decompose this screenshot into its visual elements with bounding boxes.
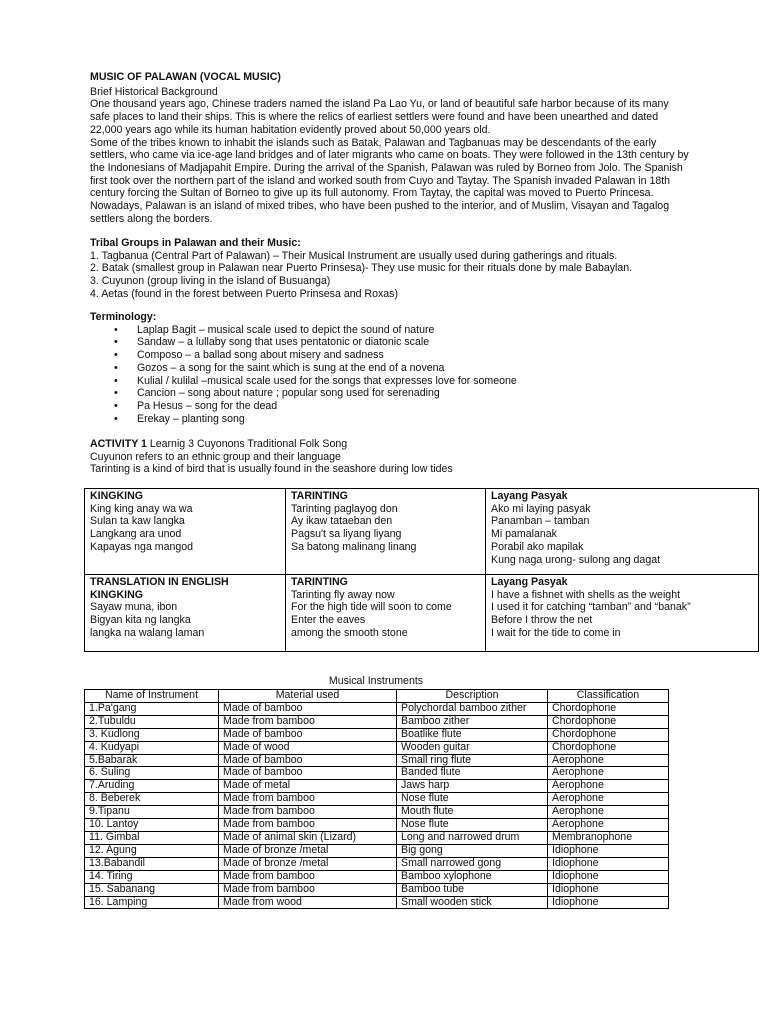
table-cell: 9.Tipanu (85, 806, 219, 819)
terminology-heading: Terminology: (90, 311, 157, 323)
terminology-list (90, 324, 690, 426)
table-cell: Nose flute (397, 793, 548, 806)
activity-line: Tarinting is a kind of bird that is usually found in the seashore during low tides (90, 463, 453, 476)
table-cell: Made of bronze /metal (219, 857, 397, 870)
table-cell: 11. Gimbal (85, 831, 219, 844)
song-line: Enter the eaves (291, 614, 366, 627)
song-line: Ay ikaw tataeban den (291, 515, 393, 528)
table-cell: 2.Tubuldu (85, 715, 219, 728)
table-cell: 6. Suling (85, 767, 219, 780)
table-cell: Idiophone (548, 844, 669, 857)
table-cell: 13.Babandil (85, 857, 219, 870)
term-text: Cancion – song about nature ; popular song used for serenading (137, 387, 440, 400)
bullet-icon: • (114, 399, 118, 412)
table-cell: 14. Tiring (85, 870, 219, 883)
table-row (85, 793, 669, 806)
instruments-caption: Musical Instruments (328, 675, 424, 687)
folk-songs-table (84, 488, 759, 652)
song-line: Langkang ara unod (90, 528, 182, 541)
term-text: Laplap Bagit – musical scale used to depict the sound of nature (137, 323, 435, 336)
table-cell: Wooden guitar (397, 741, 548, 754)
table-cell: Bamboo xylophone (397, 870, 548, 883)
song-line: Bigyan kita ng langka (90, 614, 191, 627)
song-line: langka na walang laman (90, 626, 205, 639)
activity-label: ACTIVITY 1 (90, 438, 147, 450)
song-line: Pagsu't sa liyang liyang (291, 528, 402, 541)
table-cell: 16. Lamping (85, 896, 219, 909)
table-cell: 5.Babarak (85, 754, 219, 767)
song-cell-kingking (85, 489, 286, 575)
table-cell: 10. Lantoy (85, 819, 219, 832)
table-cell: Idiophone (548, 870, 669, 883)
table-cell: Made of bamboo (219, 767, 397, 780)
song-heading: Layang Pasyak (491, 576, 568, 588)
term-text: Gozos – a song for the saint which is sung at the end of a novena (137, 361, 445, 374)
song-line: For the high tide will soon to come (291, 601, 452, 614)
table-cell: Bamboo zither (397, 715, 548, 728)
song-line: Ako mi laying pasyak (491, 502, 591, 515)
table-cell: Made from bamboo (219, 883, 397, 896)
table-cell: Made from bamboo (219, 715, 397, 728)
table-cell: Polychordal bamboo zither (397, 702, 548, 715)
table-cell: 1.Pa'gang (85, 702, 219, 715)
term-text: Erekay – planting song (137, 412, 245, 425)
table-cell: Chordophone (548, 715, 669, 728)
table-row (85, 754, 669, 767)
table-cell: Small wooden stick (397, 896, 548, 909)
song-line: I have a fishnet with shells as the weight (491, 588, 681, 601)
table-cell: Boatlike flute (397, 728, 548, 741)
term-item (90, 336, 690, 349)
term-text: Pa Hesus – song for the dead (137, 399, 278, 412)
tribal-group-item: 2. Batak (smallest group in Palawan near Puerto Prinsesa)- They use music for their rituals done by male Babaylan. (90, 262, 633, 275)
table-header-row (85, 690, 669, 703)
table-cell: 8. Beberek (85, 793, 219, 806)
translation-cell-tarinting (286, 575, 486, 652)
table-cell: Made of animal skin (Lizard) (219, 831, 397, 844)
activity-title-line (90, 438, 690, 451)
table-cell: Small ring flute (397, 754, 548, 767)
song-line: Kapayas nga mangod (90, 540, 194, 553)
background-paragraph: Some of the tribes known to inhabit the islands such as Batak, Palawan and Tagbanuas may be descendants of the early settlers, who came via ice-age land bridges and of later migrants who came on boats. They were followed in the 13th century by the Indonesians of Madjapahit Empire. During the arrival of the Spanish, Palawan was ruled by Borneo from Jolo. The Spanish first took over the northern part of the island and worked south from Cuyo and Taytay. The Spanish invaded Palawan in 18th century forcing the Sultan of Borneo to give up its full autonomy. From Taytay, the capital was moved to Puerto Princesa. Nowadays, Palawan is an island of mixed tribes, who have been pushed to the interior, and of Muslim, Visayan and Tagalog settlers along the borders. (90, 136, 689, 225)
table-row (85, 806, 669, 819)
table-cell: Made of bamboo (219, 728, 397, 741)
table-cell: Made of wood (219, 741, 397, 754)
table-cell: Made of metal (219, 780, 397, 793)
table-cell: Nose flute (397, 819, 548, 832)
song-line: Porabil ako mapilak (491, 540, 584, 553)
bullet-icon: • (114, 387, 118, 400)
song-line: among the smooth stone (291, 626, 408, 639)
song-cell-tarinting (286, 489, 486, 575)
song-heading: KINGKING (90, 490, 143, 502)
table-cell: Mouth flute (397, 806, 548, 819)
terminology-section (90, 311, 690, 425)
table-cell: Idiophone (548, 883, 669, 896)
table-cell: 7.Aruding (85, 780, 219, 793)
tribal-group-item: 1. Tagbanua (Central Part of Palawan) – Their Musical Instrument are usually used during gatherings and rituals. (90, 249, 618, 262)
table-cell: 4. Kudyapi (85, 741, 219, 754)
table-row (85, 819, 669, 832)
song-heading: TARINTING (291, 490, 348, 502)
bullet-icon: • (114, 336, 118, 349)
column-header: Classification (548, 690, 669, 703)
term-item (90, 413, 690, 426)
table-row (85, 844, 669, 857)
term-item (90, 387, 690, 400)
table-cell: Made of bamboo (219, 754, 397, 767)
activity-title: Learnig 3 Cuyonons Traditional Folk Song (146, 438, 348, 450)
instruments-table (84, 689, 669, 909)
term-item (90, 362, 690, 375)
song-line: I used it for catching “tamban” and “banak” (491, 601, 691, 614)
table-row (85, 883, 669, 896)
tribal-group-item: 3. Cuyunon (group living in the island of Busuanga) (90, 275, 331, 288)
table-cell: Chordophone (548, 702, 669, 715)
song-line: Kung naga urong- sulong ang dagat (491, 553, 661, 566)
table-row (85, 489, 759, 575)
song-heading: TARINTING (291, 576, 348, 588)
table-row (85, 715, 669, 728)
table-cell: Aerophone (548, 767, 669, 780)
table-row (85, 702, 669, 715)
table-cell: Long and narrowed drum (397, 831, 548, 844)
table-cell: Jaws harp (397, 780, 548, 793)
table-cell: Aerophone (548, 793, 669, 806)
table-row (85, 896, 669, 909)
song-line: Panamban – tamban (491, 515, 590, 528)
song-line: Before I throw the net (491, 614, 593, 627)
table-cell: 12. Agung (85, 844, 219, 857)
table-row (85, 741, 669, 754)
term-item (90, 400, 690, 413)
column-header: Description (397, 690, 548, 703)
tribal-groups-section (90, 237, 690, 301)
table-row (85, 767, 669, 780)
table-cell: Made of bamboo (219, 702, 397, 715)
tribal-heading: Tribal Groups in Palawan and their Music: (90, 237, 301, 249)
table-row (85, 780, 669, 793)
table-cell: Bamboo tube (397, 883, 548, 896)
table-cell: Banded flute (397, 767, 548, 780)
column-header: Name of Instrument (85, 690, 219, 703)
bullet-icon: • (114, 361, 118, 374)
bullet-icon: • (114, 349, 118, 362)
instruments-table-body (85, 702, 669, 909)
bullet-icon: • (114, 412, 118, 425)
table-cell: Made from bamboo (219, 806, 397, 819)
song-line: Sayaw muna, ibon (90, 601, 178, 614)
table-cell: Chordophone (548, 741, 669, 754)
activity-section (90, 438, 690, 476)
table-cell: Aerophone (548, 754, 669, 767)
table-cell: Made from bamboo (219, 819, 397, 832)
song-line: King king anay wa wa (90, 502, 193, 515)
table-cell: Idiophone (548, 857, 669, 870)
term-item (90, 349, 690, 362)
table-cell: Aerophone (548, 819, 669, 832)
translation-heading: TRANSLATION IN ENGLISH (90, 576, 229, 588)
song-line: Sulan ta kaw langka (90, 515, 185, 528)
table-row (85, 728, 669, 741)
term-item (90, 375, 690, 388)
song-line: Tarinting fly away now (291, 588, 395, 601)
column-header: Material used (219, 690, 397, 703)
table-row (85, 831, 669, 844)
song-line: I wait for the tide to come in (491, 626, 621, 639)
song-line: Tarinting paglayog don (291, 502, 398, 515)
background-section (90, 71, 690, 225)
table-cell: 3. Kudlong (85, 728, 219, 741)
table-cell: Made of bronze /metal (219, 844, 397, 857)
table-row (85, 857, 669, 870)
table-cell: Membranophone (548, 831, 669, 844)
song-line: Mi pamalanak (491, 528, 557, 541)
table-cell: Big gong (397, 844, 548, 857)
table-cell: Made from wood (219, 896, 397, 909)
table-cell: 15. Sabanang (85, 883, 219, 896)
table-row (85, 870, 669, 883)
table-cell: Made from bamboo (219, 870, 397, 883)
table-cell: Idiophone (548, 896, 669, 909)
song-heading: KINGKING (90, 588, 143, 601)
term-text: Composo – a ballad song about misery and sadness (137, 349, 384, 362)
bullet-icon: • (114, 323, 118, 336)
background-paragraph: One thousand years ago, Chinese traders named the island Pa Lao Yu, or land of beautiful safe harbor because of its many safe places to land their ships. This is where the relics of earliest settlers were found and have been unearthed and dated 22,000 years ago while its human habitation evidently proved about 50,000 years old. (90, 98, 669, 136)
translation-cell-layang-pasyak (486, 575, 759, 652)
tribal-group-item: 4. Aetas (found in the forest between Puerto Prinsesa and Roxas) (90, 287, 398, 300)
background-heading: Brief Historical Background (90, 85, 218, 98)
translation-cell-kingking (85, 575, 286, 652)
table-row (85, 575, 759, 652)
table-cell: Aerophone (548, 780, 669, 793)
table-cell: Aerophone (548, 806, 669, 819)
term-text: Kulial / kulilal –musical scale used for the songs that expresses love for someone (137, 374, 517, 387)
term-text: Sandaw – a lullaby song that uses pentatonic or diatonic scale (137, 336, 430, 349)
song-heading: Layang Pasyak (491, 490, 568, 502)
page-title: MUSIC OF PALAWAN (VOCAL MUSIC) (90, 71, 281, 83)
activity-line: Cuyunon refers to an ethnic group and their language (90, 450, 341, 463)
song-line: Sa batong malinang linang (291, 540, 417, 553)
term-item (90, 324, 690, 337)
table-cell: Chordophone (548, 728, 669, 741)
bullet-icon: • (114, 374, 118, 387)
table-cell: Made from bamboo (219, 793, 397, 806)
song-cell-layang-pasyak (486, 489, 759, 575)
table-cell: Small narrowed gong (397, 857, 548, 870)
